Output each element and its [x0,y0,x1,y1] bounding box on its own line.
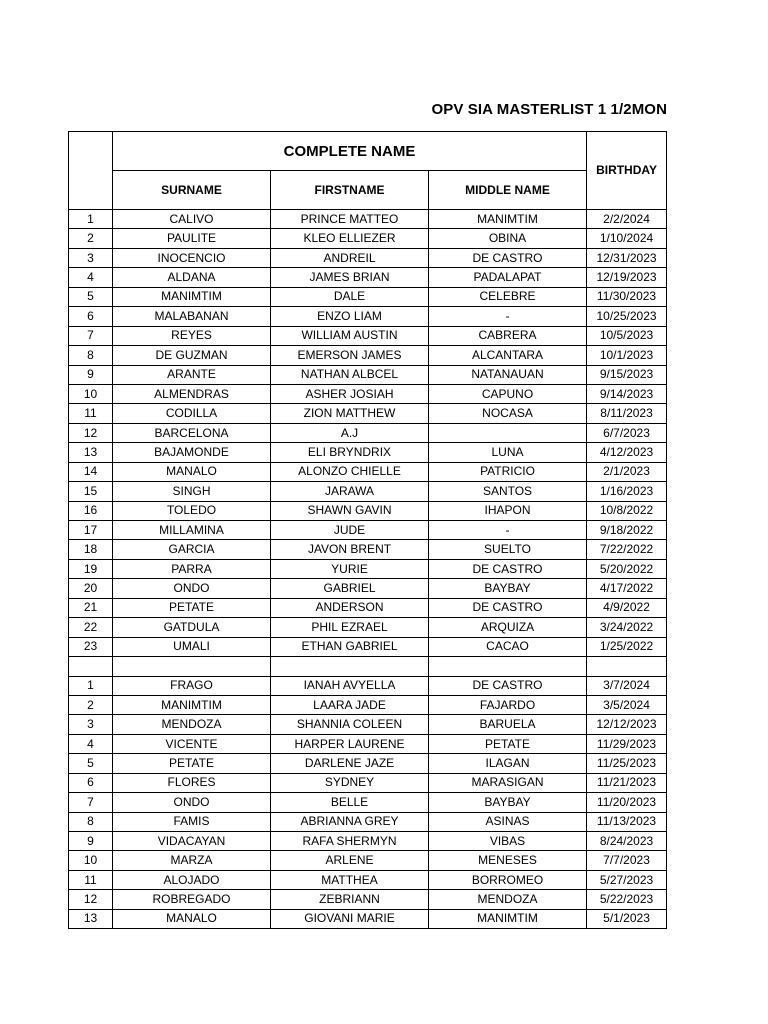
row-number: 18 [69,540,113,559]
row-number: 12 [69,890,113,909]
row-number: 7 [69,793,113,812]
table-row [69,404,667,423]
table-row [69,618,667,637]
row-number: 1 [69,210,113,229]
middle-name-cell: ARQUIZA [429,618,587,637]
surname-cell: VIDACAYAN [113,832,271,851]
row-number: 2 [69,695,113,714]
firstname-cell: SHAWN GAVIN [271,501,429,520]
surname-cell: CALIVO [113,210,271,229]
row-number: 11 [69,870,113,889]
birthday-cell: 2/1/2023 [587,462,667,481]
table-row [69,832,667,851]
middle-name-cell: MARASIGAN [429,773,587,792]
row-number: 9 [69,832,113,851]
table-row [69,773,667,792]
row-number: 16 [69,501,113,520]
surname-cell: MANALO [113,909,271,928]
surname-cell: MANIMTIM [113,287,271,306]
middle-name-cell: MANIMTIM [429,210,587,229]
firstname-cell: ASHER JOSIAH [271,384,429,403]
firstname-cell: BELLE [271,793,429,812]
surname-cell: ALDANA [113,268,271,287]
firstname-column-header: FIRSTNAME [271,171,429,210]
table-row [69,307,667,326]
birthday-cell: 11/29/2023 [587,734,667,753]
birthday-cell: 1/16/2023 [587,482,667,501]
table-row [69,579,667,598]
birthday-cell: 5/27/2023 [587,870,667,889]
row-number: 1 [69,676,113,695]
middle-name-cell: PATRICIO [429,462,587,481]
row-number: 20 [69,579,113,598]
surname-cell: MANIMTIM [113,695,271,714]
middle-name-cell: ALCANTARA [429,346,587,365]
birthday-cell: 11/25/2023 [587,754,667,773]
row-number: 6 [69,307,113,326]
surname-cell: INOCENCIO [113,248,271,267]
surname-cell: GARCIA [113,540,271,559]
middle-name-cell: NATANAUAN [429,365,587,384]
table-row [69,540,667,559]
table-row [69,521,667,540]
firstname-cell: ARLENE [271,851,429,870]
birthday-cell: 9/14/2023 [587,384,667,403]
middle-name-cell: OBINA [429,229,587,248]
complete-name-header: COMPLETE NAME [113,132,587,171]
empty-cell [429,657,587,676]
row-number: 21 [69,598,113,617]
number-column-header [69,132,113,210]
middle-name-cell: MENDOZA [429,890,587,909]
surname-cell: TOLEDO [113,501,271,520]
birthday-cell: 3/24/2022 [587,618,667,637]
firstname-cell: JARAWA [271,482,429,501]
middle-name-cell: DE CASTRO [429,248,587,267]
table-row [69,462,667,481]
table-row [69,715,667,734]
firstname-cell: ZION MATTHEW [271,404,429,423]
birthday-cell: 1/25/2022 [587,637,667,656]
birthday-cell: 10/8/2022 [587,501,667,520]
table-row [69,268,667,287]
surname-column-header: SURNAME [113,171,271,210]
table-row [69,559,667,578]
table-row [69,443,667,462]
middle-name-cell: BARUELA [429,715,587,734]
middle-name-cell: NOCASA [429,404,587,423]
table-row [69,482,667,501]
table-row [69,890,667,909]
birthday-cell: 11/21/2023 [587,773,667,792]
firstname-cell: PHIL EZRAEL [271,618,429,637]
birthday-cell: 5/20/2022 [587,559,667,578]
middle-name-cell: - [429,521,587,540]
firstname-cell: ETHAN GABRIEL [271,637,429,656]
row-number: 7 [69,326,113,345]
row-number: 5 [69,754,113,773]
table-row [69,346,667,365]
surname-cell: BARCELONA [113,423,271,442]
row-number: 8 [69,346,113,365]
table-row [69,210,667,229]
middle-name-cell: DE CASTRO [429,559,587,578]
middle-name-cell: PETATE [429,734,587,753]
birthday-cell: 2/2/2024 [587,210,667,229]
table-row [69,734,667,753]
row-number: 3 [69,248,113,267]
surname-cell: DE GUZMAN [113,346,271,365]
birthday-cell: 5/22/2023 [587,890,667,909]
firstname-cell: ALONZO CHIELLE [271,462,429,481]
firstname-cell: RAFA SHERMYN [271,832,429,851]
row-number: 4 [69,268,113,287]
row-number: 19 [69,559,113,578]
surname-cell: PARRA [113,559,271,578]
surname-cell: ALOJADO [113,870,271,889]
firstname-cell: GIOVANI MARIE [271,909,429,928]
surname-cell: BAJAMONDE [113,443,271,462]
surname-cell: ONDO [113,793,271,812]
surname-cell: FRAGO [113,676,271,695]
firstname-cell: WILLIAM AUSTIN [271,326,429,345]
firstname-cell: EMERSON JAMES [271,346,429,365]
row-number: 4 [69,734,113,753]
row-number: 11 [69,404,113,423]
birthday-cell: 10/5/2023 [587,326,667,345]
row-number: 9 [69,365,113,384]
middle-name-cell: - [429,307,587,326]
birthday-cell: 11/13/2023 [587,812,667,831]
table-row [69,793,667,812]
row-number: 6 [69,773,113,792]
table-row [69,812,667,831]
row-number: 13 [69,909,113,928]
middle-name-cell: SUELTO [429,540,587,559]
firstname-cell: ENZO LIAM [271,307,429,326]
row-number: 5 [69,287,113,306]
surname-cell: MANALO [113,462,271,481]
surname-cell: FAMIS [113,812,271,831]
firstname-cell: ABRIANNA GREY [271,812,429,831]
table-row [69,754,667,773]
middle-name-cell: BAYBAY [429,793,587,812]
table-row [69,384,667,403]
middle-name-cell: FAJARDO [429,695,587,714]
surname-cell: MENDOZA [113,715,271,734]
birthday-cell: 9/18/2022 [587,521,667,540]
row-number: 23 [69,637,113,656]
firstname-cell: LAARA JADE [271,695,429,714]
table-row [69,676,667,695]
table-row [69,248,667,267]
empty-cell [69,657,113,676]
surname-cell: FLORES [113,773,271,792]
birthday-cell: 12/12/2023 [587,715,667,734]
birthday-cell: 3/5/2024 [587,695,667,714]
firstname-cell: GABRIEL [271,579,429,598]
firstname-cell: NATHAN ALBCEL [271,365,429,384]
table-row [69,501,667,520]
row-number: 2 [69,229,113,248]
birthday-cell: 11/30/2023 [587,287,667,306]
firstname-cell: ANDERSON [271,598,429,617]
birthday-cell: 4/17/2022 [587,579,667,598]
middle-name-cell: CELEBRE [429,287,587,306]
firstname-cell: ZEBRIANN [271,890,429,909]
firstname-cell: JUDE [271,521,429,540]
row-number: 10 [69,851,113,870]
middle-name-cell: VIBAS [429,832,587,851]
firstname-cell: SYDNEY [271,773,429,792]
birthday-cell: 5/1/2023 [587,909,667,928]
surname-cell: PETATE [113,754,271,773]
middle-name-cell: PADALAPAT [429,268,587,287]
row-number: 17 [69,521,113,540]
birthday-cell: 11/20/2023 [587,793,667,812]
birthday-cell: 4/9/2022 [587,598,667,617]
empty-cell [113,657,271,676]
middle-name-cell: ASINAS [429,812,587,831]
table-row [69,287,667,306]
birthday-cell: 4/12/2023 [587,443,667,462]
birthday-cell: 10/25/2023 [587,307,667,326]
birthday-column-header: BIRTHDAY [587,132,667,210]
surname-cell: REYES [113,326,271,345]
middle-name-cell: ILAGAN [429,754,587,773]
table-row [69,326,667,345]
row-number: 3 [69,715,113,734]
firstname-cell: DALE [271,287,429,306]
birthday-cell: 12/31/2023 [587,248,667,267]
middle-name-cell: DE CASTRO [429,676,587,695]
firstname-cell: A.J [271,423,429,442]
surname-cell: MALABANAN [113,307,271,326]
middle-name-cell: CABRERA [429,326,587,345]
firstname-cell: SHANNIA COLEEN [271,715,429,734]
row-number: 10 [69,384,113,403]
middle-name-cell: DE CASTRO [429,598,587,617]
masterlist-table [68,131,667,929]
birthday-cell: 8/11/2023 [587,404,667,423]
table-row [69,637,667,656]
birthday-cell: 1/10/2024 [587,229,667,248]
table-row [69,851,667,870]
birthday-cell: 7/22/2022 [587,540,667,559]
surname-cell: GATDULA [113,618,271,637]
row-number: 15 [69,482,113,501]
middle-name-cell: MANIMTIM [429,909,587,928]
birthday-cell: 10/1/2023 [587,346,667,365]
table-row [69,870,667,889]
firstname-cell: YURIE [271,559,429,578]
birthday-cell: 6/7/2023 [587,423,667,442]
firstname-cell: JAVON BRENT [271,540,429,559]
table-body [69,210,667,929]
surname-cell: SINGH [113,482,271,501]
firstname-cell: DARLENE JAZE [271,754,429,773]
middle-name-cell: LUNA [429,443,587,462]
birthday-cell: 12/19/2023 [587,268,667,287]
firstname-cell: KLEO ELLIEZER [271,229,429,248]
table-row [69,229,667,248]
middle-name-cell: BORROMEO [429,870,587,889]
surname-cell: UMALI [113,637,271,656]
surname-cell: ONDO [113,579,271,598]
table-row [69,909,667,928]
middle-name-cell: CAPUNO [429,384,587,403]
row-number: 12 [69,423,113,442]
row-number: 13 [69,443,113,462]
group-separator-row [69,657,667,676]
surname-cell: ALMENDRAS [113,384,271,403]
birthday-cell: 7/7/2023 [587,851,667,870]
table-row [69,423,667,442]
middle-name-cell: BAYBAY [429,579,587,598]
middle-name-cell: IHAPON [429,501,587,520]
middle-name-cell: SANTOS [429,482,587,501]
surname-cell: PAULITE [113,229,271,248]
middle-name-cell [429,423,587,442]
firstname-cell: ELI BRYNDRIX [271,443,429,462]
firstname-cell: JAMES BRIAN [271,268,429,287]
row-number: 22 [69,618,113,637]
surname-cell: VICENTE [113,734,271,753]
surname-cell: PETATE [113,598,271,617]
empty-cell [587,657,667,676]
birthday-cell: 3/7/2024 [587,676,667,695]
row-number: 8 [69,812,113,831]
middle-name-column-header: MIDDLE NAME [429,171,587,210]
table-row [69,365,667,384]
table-row [69,695,667,714]
surname-cell: MILLAMINA [113,521,271,540]
middle-name-cell: MENESES [429,851,587,870]
document-title: OPV SIA MASTERLIST 1 1/2MON [431,101,667,118]
table-row [69,598,667,617]
surname-cell: ROBREGADO [113,890,271,909]
firstname-cell: PRINCE MATTEO [271,210,429,229]
birthday-cell: 8/24/2023 [587,832,667,851]
birthday-cell: 9/15/2023 [587,365,667,384]
surname-cell: MARZA [113,851,271,870]
firstname-cell: MATTHEA [271,870,429,889]
empty-cell [271,657,429,676]
middle-name-cell: CACAO [429,637,587,656]
firstname-cell: ANDREIL [271,248,429,267]
surname-cell: CODILLA [113,404,271,423]
firstname-cell: HARPER LAURENE [271,734,429,753]
surname-cell: ARANTE [113,365,271,384]
firstname-cell: IANAH AVYELLA [271,676,429,695]
row-number: 14 [69,462,113,481]
